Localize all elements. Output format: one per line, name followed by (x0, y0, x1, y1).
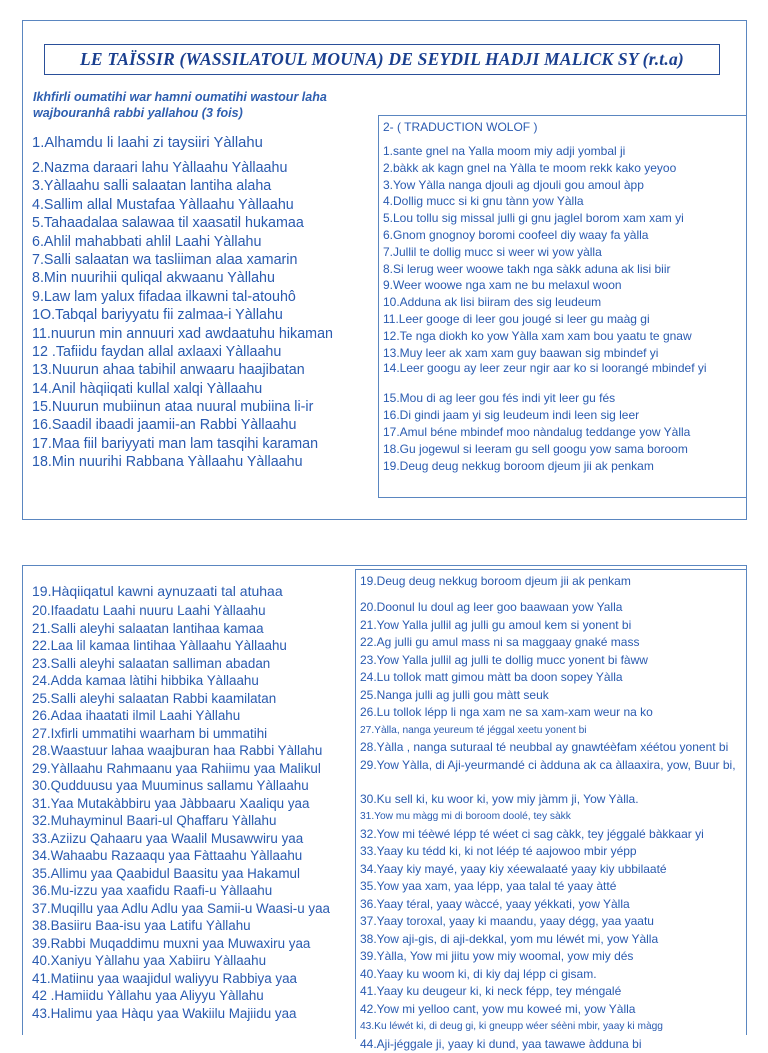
verse-line: 17.Maa fiil bariyyati man lam tasqihi karaman (32, 435, 333, 453)
wolof-line: 25.Nanga julli ag julli gou màtt seuk (360, 687, 744, 705)
verse-line: 18.Min nuurihi Rabbana Yàllaahu Yàllaahu (32, 453, 333, 471)
verse-line: 28.Waastuur lahaa waajburan haa Rabbi Yàllahu (32, 742, 330, 760)
intro-text: Ikhfirli oumatihi war hamni oumatihi wastour laha wajbouranhâ rabbi yallahou (3 fois) (33, 89, 383, 121)
verse-line: 20.Ifaadatu Laahi nuuru Laahi Yàllaahu (32, 602, 330, 620)
verse-list-1 (32, 133, 333, 472)
verse-line: 31.Yaa Mutakàbbiru yaa Jàbbaaru Xaaliqu yaa (32, 795, 330, 813)
wolof-line: 12.Te nga diokh ko yow Yàlla xam xam bou yaatu te gnaw (383, 328, 743, 345)
verse-line: 43.Halimu yaa Hàqu yaa Wakiilu Majiidu yaa (32, 1005, 330, 1023)
wolof-line: 40.Yaay ku woom ki, di kiy daj lépp ci gisam. (360, 966, 744, 984)
wolof-line: 34.Yaay kiy mayé, yaay kiy xéewalaaté yaay kiy ubbilaaté (360, 861, 744, 879)
verse-line: 12 .Tafiidu faydan allal axlaaxi Yàllaahu (32, 343, 333, 361)
wolof-line: 23.Yow Yalla jullil ag julli te dollig mucc yonent bi fàww (360, 652, 744, 670)
verse-line: 5.Tahaadalaa salawaa til xaasatil hukamaa (32, 214, 333, 232)
document-title: LE TAÏSSIR (WASSILATOUL MOUNA) DE SEYDIL HADJI MALICK SY (r.t.a) (80, 49, 684, 70)
translation-header: 2- ( TRADUCTION WOLOF ) (383, 120, 537, 134)
wolof-line: 29.Yow Yàlla, di Aji-yeurmandé ci àdduna ak ca àllaaxira, yow, Buur bi, (360, 757, 744, 791)
wolof-line: 21.Yow Yalla jullil ag julli gu amoul kem si yonent bi (360, 617, 744, 635)
wolof-line: 1.sante gnel na Yalla moom miy adji yombal ji (383, 143, 743, 160)
verse-line: 4.Sallim allal Mustafaa Yàllaahu Yàllaahu (32, 196, 333, 214)
wolof-line: 15.Mou di ag leer gou fés indi yit leer gu fés (383, 390, 743, 407)
verse-line: 1.Alhamdu li laahi zi taysiiri Yàllahu (32, 133, 333, 159)
verse-line: 8.Min nuurihii quliqal akwaanu Yàllahu (32, 269, 333, 287)
wolof-line: 7.Jullil te dollig mucc si weer wi yow yàlla (383, 244, 743, 261)
verse-line: 6.Ahlil mahabbati ahlil Laahi Yàllahu (32, 233, 333, 251)
verse-line: 29.Yàllaahu Rahmaanu yaa Rahiimu yaa Malikul (32, 760, 330, 778)
verse-line: 3.Yàllaahu salli salaatan lantiha alaha (32, 177, 333, 195)
verse-line: 41.Matiinu yaa waajidul waliyyu Rabbiya yaa (32, 970, 330, 988)
verse-line: 19.Hàqiiqatul kawni aynuzaati tal atuhaa (32, 582, 330, 602)
verse-line: 39.Rabbi Muqaddimu muxni yaa Muwaxiru yaa (32, 935, 330, 953)
wolof-line: 36.Yaay téral, yaay wàccé, yaay yékkati, yow Yàlla (360, 896, 744, 914)
wolof-line: 39.Yàlla, Yow mi jiitu yow miy woomal, yow miy dés (360, 948, 744, 966)
verse-line: 30.Qudduusu yaa Muuminus sallamu Yàllaahu (32, 777, 330, 795)
verse-line: 37.Muqillu yaa Adlu Adlu yaa Samii-u Waasi-u yaa (32, 900, 330, 918)
verse-line: 7.Salli salaatan wa tasliiman alaa xamarin (32, 251, 333, 269)
verse-line: 9.Law lam yalux fifadaa ilkawni tal-atouhô (32, 288, 333, 306)
wolof-line: 9.Weer woowe nga xam ne bu melaxul woon (383, 277, 743, 294)
wolof-line: 5.Lou tollu sig missal julli gi gnu jaglel borom xam xam yi (383, 210, 743, 227)
wolof-line: 2.bàkk ak kagn gnel na Yàlla te moom rekk kako yeyoo (383, 160, 743, 177)
wolof-line: 10.Adduna ak lisi biiram des sig leudeum (383, 294, 743, 311)
verse-line: 27.Ixfirli ummatihi waarham bi ummatihi (32, 725, 330, 743)
verse-line: 25.Salli aleyhi salaatan Rabbi kaamilatan (32, 690, 330, 708)
title-box (44, 44, 720, 75)
wolof-line: 3.Yow Yàlla nanga djouli ag djouli gou amoul àpp (383, 177, 743, 194)
wolof-line: 8.Si lerug weer woowe takh nga sàkk aduna ak lisi biir (383, 261, 743, 278)
verse-line: 16.Saadil ibaadi jaamii-an Rabbi Yàllaahu (32, 416, 333, 434)
verse-line: 14.Anil hàqiiqati kullal xalqi Yàllaahu (32, 380, 333, 398)
verse-line: 32.Muhayminul Baari-ul Qhaffaru Yàllahu (32, 812, 330, 830)
verse-line: 40.Xaniyu Yàllahu yaa Xabiiru Yàllaahu (32, 952, 330, 970)
verse-line: 26.Adaa ihaatati ilmil Laahi Yàllahu (32, 707, 330, 725)
verse-list-2 (32, 582, 330, 1022)
wolof-list-2 (360, 573, 744, 1053)
verse-line: 35.Allimu yaa Qaabidul Baasitu yaa Hakamul (32, 865, 330, 883)
wolof-line: 4.Dollig mucc si ki gnu tànn yow Yàlla (383, 193, 743, 210)
verse-line: 38.Basiiru Baa-isu yaa Latifu Yàllahu (32, 917, 330, 935)
wolof-line: 6.Gnom gnognoy boromi coofeel diy waay fa yàlla (383, 227, 743, 244)
wolof-line: 35.Yow yaa xam, yaa lépp, yaa talal té yaay àtté (360, 878, 744, 896)
verse-line: 21.Salli aleyhi salaatan lantihaa kamaa (32, 620, 330, 638)
wolof-line: 22.Ag julli gu amul mass ni sa maggaay gnaké mass (360, 634, 744, 652)
wolof-line: 13.Muy leer ak xam xam guy baawan sig mbindef yi (383, 345, 743, 362)
wolof-line: 31.Yow mu màgg mi di boroom doolé, tey sàkk (360, 808, 744, 826)
verse-line: 24.Adda kamaa làtihi hibbika Yàllaahu (32, 672, 330, 690)
wolof-line: 17.Amul béne mbindef moo nàndalug teddange yow Yàlla (383, 424, 743, 441)
verse-line: 33.Aziizu Qahaaru yaa Waalil Musawwiru yaa (32, 830, 330, 848)
wolof-list-1 (383, 143, 743, 474)
verse-line: 22.Laa lil kamaa lintihaa Yàllaahu Yàllaahu (32, 637, 330, 655)
wolof-line: 20.Doonul lu doul ag leer goo baawaan yow Yalla (360, 599, 744, 617)
verse-line: 2.Nazma daraari lahu Yàllaahu Yàllaahu (32, 159, 333, 177)
wolof-line: 32.Yow mi téèwé lépp té wéet ci sag càkk, tey jéggalé bàkkaar yi (360, 826, 744, 844)
verse-line: 23.Salli aleyhi salaatan salliman abadan (32, 655, 330, 673)
verse-line: 36.Mu-izzu yaa xaafidu Raafi-u Yàllaahu (32, 882, 330, 900)
wolof-line: 19.Deug deug nekkug boroom djeum jii ak penkam (383, 458, 743, 475)
wolof-line: 37.Yaay toroxal, yaay ki maandu, yaay dégg, yaa yaatu (360, 913, 744, 931)
verse-line: 34.Wahaabu Razaaqu yaa Fàttaahu Yàllaahu (32, 847, 330, 865)
wolof-line: 18.Gu jogewul si leeram gu sell googu yow sama boroom (383, 441, 743, 458)
wolof-line: 38.Yow aji-gis, di aji-dekkal, yom mu léwét mi, yow Yàlla (360, 931, 744, 949)
verse-line: 13.Nuurun ahaa tabihil anwaaru haajibatan (32, 361, 333, 379)
verse-line: 11.nuurun min annuuri xad awdaatuhu hikaman (32, 325, 333, 343)
wolof-line: 26.Lu tollok lépp li nga xam ne sa xam-xam weur na ko (360, 704, 744, 722)
wolof-line: 16.Di gindi jaam yi sig leudeum indi leen sig leer (383, 407, 743, 424)
wolof-line: 43.Ku léwét ki, di deug gi, ki gneupp wéer séèni mbir, yaay ki màgg (360, 1018, 744, 1036)
wolof-line: 27.Yàlla, nanga yeureum té jéggal xeetu yonent bi (360, 722, 744, 740)
wolof-line: 19.Deug deug nekkug boroom djeum jii ak penkam (360, 573, 744, 599)
wolof-line: 24.Lu tollok matt gimou màtt ba doon sopey Yàlla (360, 669, 744, 687)
wolof-line: 30.Ku sell ki, ku woor ki, yow miy jàmm ji, Yow Yàlla. (360, 791, 744, 809)
wolof-line: 44.Aji-jéggale ji, yaay ki dund, yaa tawawe àdduna bi (360, 1036, 744, 1053)
verse-line: 42 .Hamiidu Yàllahu yaa Aliyyu Yàllahu (32, 987, 330, 1005)
verse-line: 15.Nuurun mubiinun ataa nuural mubiina li-ir (32, 398, 333, 416)
verse-line: 1O.Tabqal bariyyatu fii zalmaa-i Yàllahu (32, 306, 333, 324)
wolof-line: 28.Yàlla , nanga suturaal té neubbal ay gnawtéèfam xéétou yonent bi (360, 739, 744, 757)
wolof-line: 33.Yaay ku tédd ki, ki not léép té aajowoo mbir yépp (360, 843, 744, 861)
wolof-line: 11.Leer googe di leer gou jougé si leer gu maàg gi (383, 311, 743, 328)
wolof-line: 14.Leer googu ay leer zeur ngir aar ko si loorangé mbindef yi (383, 361, 743, 390)
wolof-line: 41.Yaay ku deugeur ki, ki neck fépp, tey méngalé (360, 983, 744, 1001)
wolof-line: 42.Yow mi yelloo cant, yow mu koweé mi, yow Yàlla (360, 1001, 744, 1019)
